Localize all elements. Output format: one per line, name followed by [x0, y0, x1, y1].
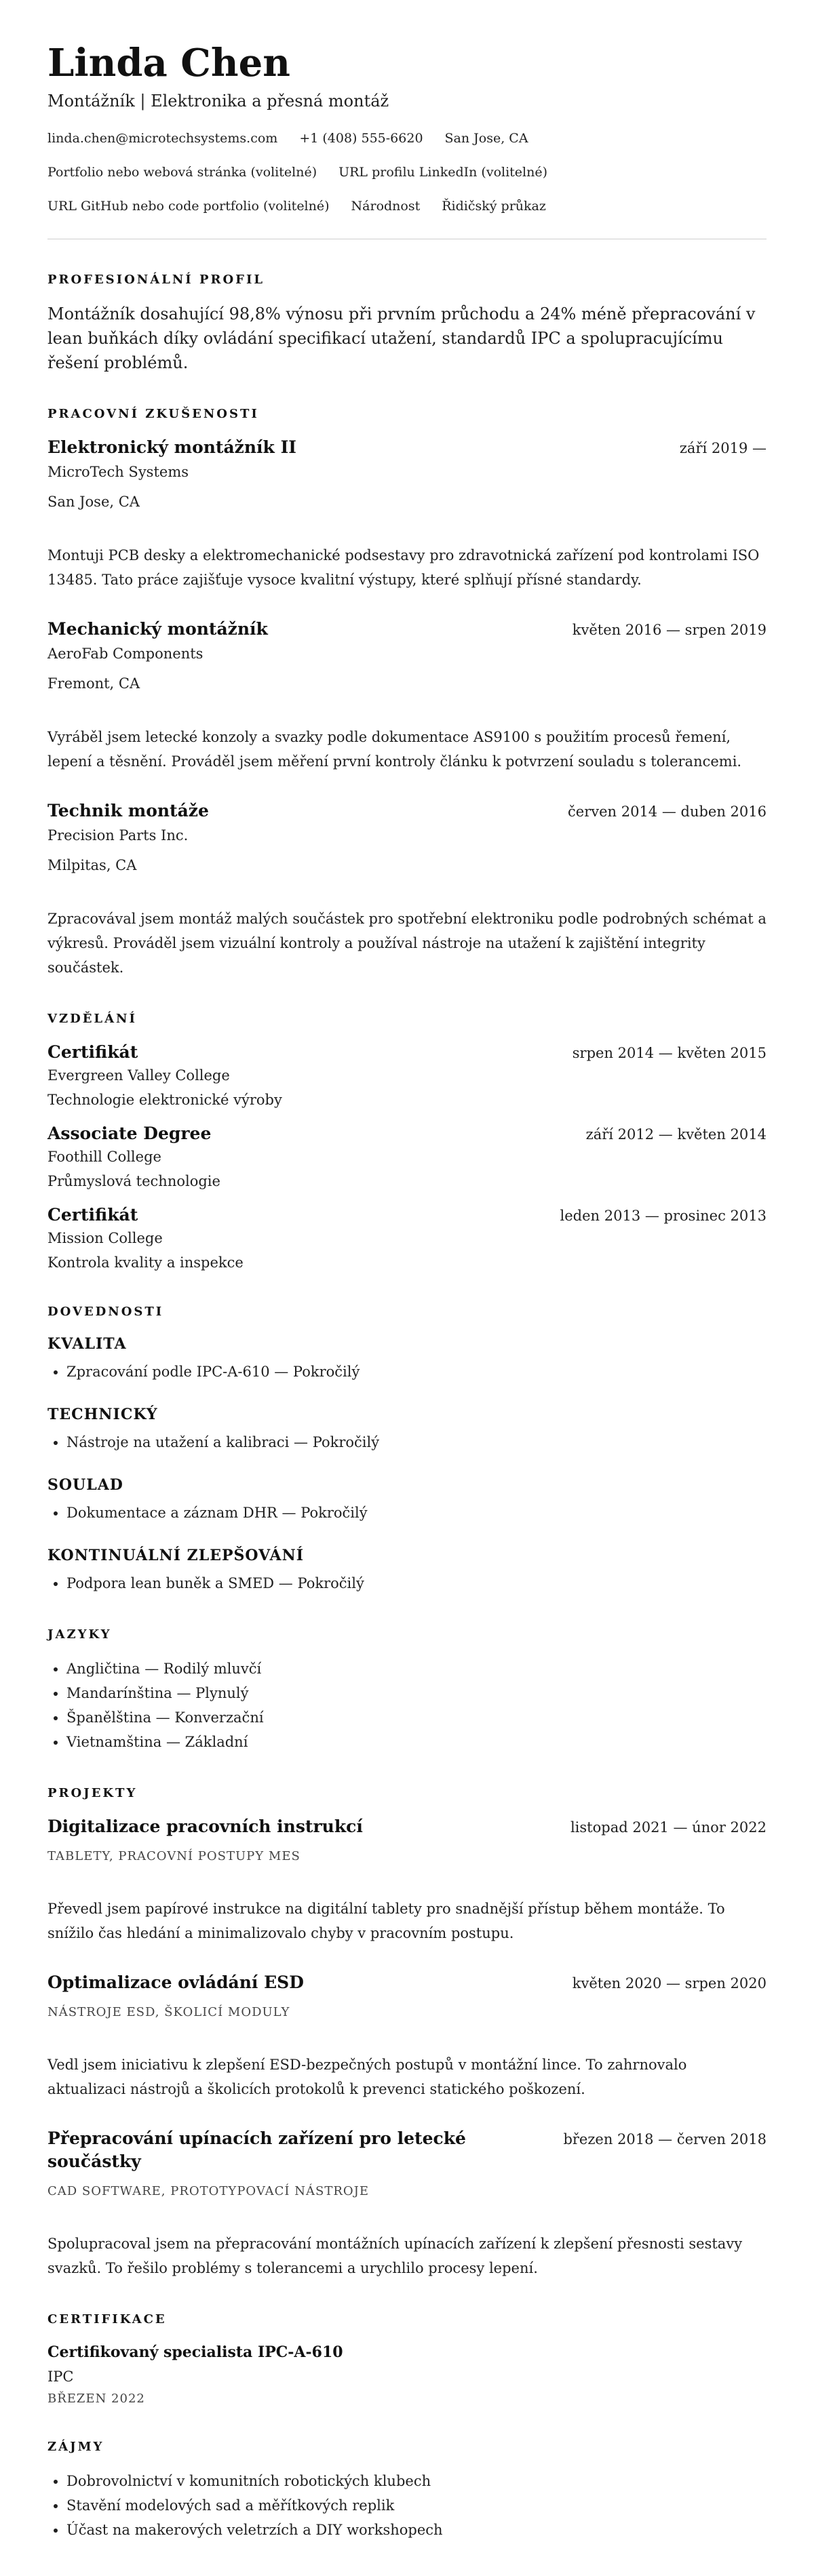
school-name: Mission College: [47, 1230, 163, 1246]
school-name: Foothill College: [47, 1149, 161, 1165]
skill-item: • Zpracování podle IPC-A-610 — Pokročilý: [66, 1360, 767, 1384]
skill-group: [47, 1545, 767, 1596]
project-entry: [47, 1815, 767, 1945]
job-location: San Jose, CA: [47, 494, 140, 510]
profile-title: PROFESIONÁLNÍ PROFIL: [47, 273, 265, 287]
contact-license: Řidičský průkaz: [442, 199, 546, 214]
study-field: Kontrola kvality a inspekce: [47, 1254, 244, 1271]
project-description: Spolupracoval jsem na přepracování montážních upínacích zařízení k zlepšení přesnosti sestavy svazků. To řešilo problémy s tolerancemi a urychlilo procesy lepení.: [47, 2236, 743, 2276]
degree-date: září 2012 — květen 2014: [585, 1126, 767, 1143]
contact-nationality: Národnost: [351, 199, 421, 214]
job-location: Milpitas, CA: [47, 857, 137, 873]
experience-entry: [47, 799, 767, 980]
contact-location: San Jose, CA: [444, 131, 528, 146]
languages-title: JAZYKY: [47, 1627, 112, 1642]
school-name: Evergreen Valley College: [47, 1067, 230, 1084]
interests-title: ZÁJMY: [47, 2440, 104, 2454]
project-tools: CAD SOFTWARE, PROTOTYPOVACÍ NÁSTROJE: [47, 2184, 370, 2198]
job-date: červen 2014 — duben 2016: [568, 804, 767, 820]
education-section: [47, 1011, 767, 1273]
language-item: • Španělština — Konverzační: [66, 1705, 767, 1730]
candidate-name: Linda Chen: [47, 41, 290, 85]
experience-section: [47, 406, 767, 980]
skill-category: TECHNICKÝ: [47, 1406, 158, 1423]
experience-entry: [47, 436, 767, 592]
job-date: září 2019 —: [679, 440, 767, 456]
certification-date: BŘEZEN 2022: [47, 2392, 145, 2406]
experience-title: PRACOVNÍ ZKUŠENOSTI: [47, 407, 259, 421]
headline: Montážník | Elektronika a přesná montáž: [47, 92, 389, 111]
job-location: Fremont, CA: [47, 675, 140, 692]
skill-item: • Dokumentace a záznam DHR — Pokročilý: [66, 1501, 767, 1525]
contact-row-2: [47, 163, 767, 182]
language-item: • Vietnamština — Základní: [66, 1730, 767, 1754]
skill-category: SOULAD: [47, 1476, 123, 1494]
projects-title: PROJEKTY: [47, 1786, 138, 1800]
job-title: Elektronický montážník II: [47, 437, 296, 457]
study-field: Technologie elektronické výroby: [47, 1092, 282, 1108]
degree-date: srpen 2014 — květen 2015: [572, 1045, 767, 1061]
skill-group: [47, 1475, 767, 1525]
project-tools: TABLETY, PRACOVNÍ POSTUPY MES: [47, 1849, 301, 1863]
interest-item: • Dobrovolnictví v komunitních robotických klubech: [66, 2469, 767, 2493]
language-item: • Mandarínština — Plynulý: [66, 1681, 767, 1705]
contact-linkedin[interactable]: URL profilu LinkedIn (volitelné): [338, 165, 548, 180]
skill-item: • Nástroje na utažení a kalibraci — Pokročilý: [66, 1430, 767, 1454]
project-entry: [47, 1971, 767, 2101]
job-company: MicroTech Systems: [47, 464, 189, 480]
skill-group: [47, 1334, 767, 1384]
project-description: Převedl jsem papírové instrukce na digitální tablety pro snadnější přístup během montáže. To snížilo čas hledání a minimalizovalo chyby v pracovním postupu.: [47, 1901, 725, 1941]
language-item: • Angličtina — Rodilý mluvčí: [66, 1657, 767, 1681]
project-date: květen 2020 — srpen 2020: [572, 1975, 767, 1992]
job-description: Zpracovával jsem montáž malých součástek pro spotřební elektroniku podle podrobných schémat a výkresů. Prováděl jsem vizuální kontroly a používal nástroje na utažení k zajištění integrity součástek.: [47, 911, 767, 976]
contact-github[interactable]: URL GitHub nebo code portfolio (volitelné): [47, 199, 330, 214]
job-company: AeroFab Components: [47, 646, 204, 662]
project-tools: NÁSTROJE ESD, ŠKOLICÍ MODULY: [47, 2005, 290, 2019]
project-date: listopad 2021 — únor 2022: [570, 1819, 767, 1836]
project-name: Optimalizace ovládání ESD: [47, 1973, 304, 1992]
degree-title: Associate Degree: [47, 1124, 212, 1143]
job-company: Precision Parts Inc.: [47, 827, 189, 844]
skills-section: [47, 1304, 767, 1596]
education-entry: [47, 1122, 767, 1191]
skill-item: • Podpora lean buněk a SMED — Pokročilý: [66, 1571, 767, 1596]
contact-email[interactable]: linda.chen@microtechsystems.com: [47, 131, 278, 146]
education-entry: [47, 1204, 767, 1273]
project-description: Vedl jsem iniciativu k zlepšení ESD-bezpečných postupů v montážní lince. To zahrnovalo aktualizaci nástrojů a školicích protokolů k prevenci statického poškození.: [47, 2057, 687, 2097]
contact-portfolio[interactable]: Portfolio nebo webová stránka (volitelné): [47, 165, 317, 180]
experience-entry: [47, 618, 767, 774]
degree-title: Certifikát: [47, 1042, 138, 1062]
job-title: Mechanický montážník: [47, 619, 268, 639]
project-name: Přepracování upínacích zařízení pro letecké součástky: [47, 2128, 466, 2171]
job-date: květen 2016 — srpen 2019: [572, 622, 767, 638]
education-title: VZDĚLÁNÍ: [47, 1012, 137, 1026]
languages-section: [47, 1627, 767, 1754]
education-entry: [47, 1041, 767, 1110]
skill-group: [47, 1404, 767, 1454]
degree-title: Certifikát: [47, 1205, 138, 1225]
contact-phone[interactable]: +1 (408) 555-6620: [299, 131, 423, 146]
study-field: Průmyslová technologie: [47, 1173, 220, 1189]
project-date: březen 2018 — červen 2018: [563, 2131, 767, 2147]
projects-section: [47, 1785, 767, 2280]
interest-item: • Účast na makerových veletrzích a DIY workshopech: [66, 2518, 767, 2542]
interest-item: • Stavění modelových sad a měřítkových replik: [66, 2493, 767, 2518]
job-description: Montuji PCB desky a elektromechanické podsestavy pro zdravotnická zařízení pod kontrolami ISO 13485. Tato práce zajišťuje vysoce kvalitní výstupy, které splňují přísné standardy.: [47, 547, 760, 588]
certifications-section: [47, 2312, 767, 2408]
project-name: Digitalizace pracovních instrukcí: [47, 1817, 363, 1836]
contact-row-3: [47, 197, 767, 216]
certification-issuer: IPC: [47, 2369, 74, 2385]
job-description: Vyráběl jsem letecké konzoly a svazky podle dokumentace AS9100 s použitím procesů řemení, lepení a těsnění. Prováděl jsem měření první kontroly článku k potvrzení souladu s tolerancemi.: [47, 729, 742, 770]
degree-date: leden 2013 — prosinec 2013: [560, 1208, 767, 1224]
project-entry: [47, 2127, 767, 2280]
interests-section: [47, 2439, 767, 2542]
skills-title: DOVEDNOSTI: [47, 1305, 164, 1319]
skill-category: KVALITA: [47, 1335, 127, 1353]
job-title: Technik montáže: [47, 801, 209, 820]
certification-name: Certifikovaný specialista IPC-A-610: [47, 2343, 343, 2361]
certifications-title: CERTIFIKACE: [47, 2312, 167, 2326]
contact-row-1: [47, 129, 767, 148]
skill-category: KONTINUÁLNÍ ZLEPŠOVÁNÍ: [47, 1547, 305, 1564]
profile-section: [47, 272, 767, 375]
profile-summary: Montážník dosahující 98,8% výnosu při prvním průchodu a 24% méně přepracování v lean buňkách díky ovládání specifikací utažení, standardů IPC a spolupracujícímu řešení problémů.: [47, 304, 756, 372]
